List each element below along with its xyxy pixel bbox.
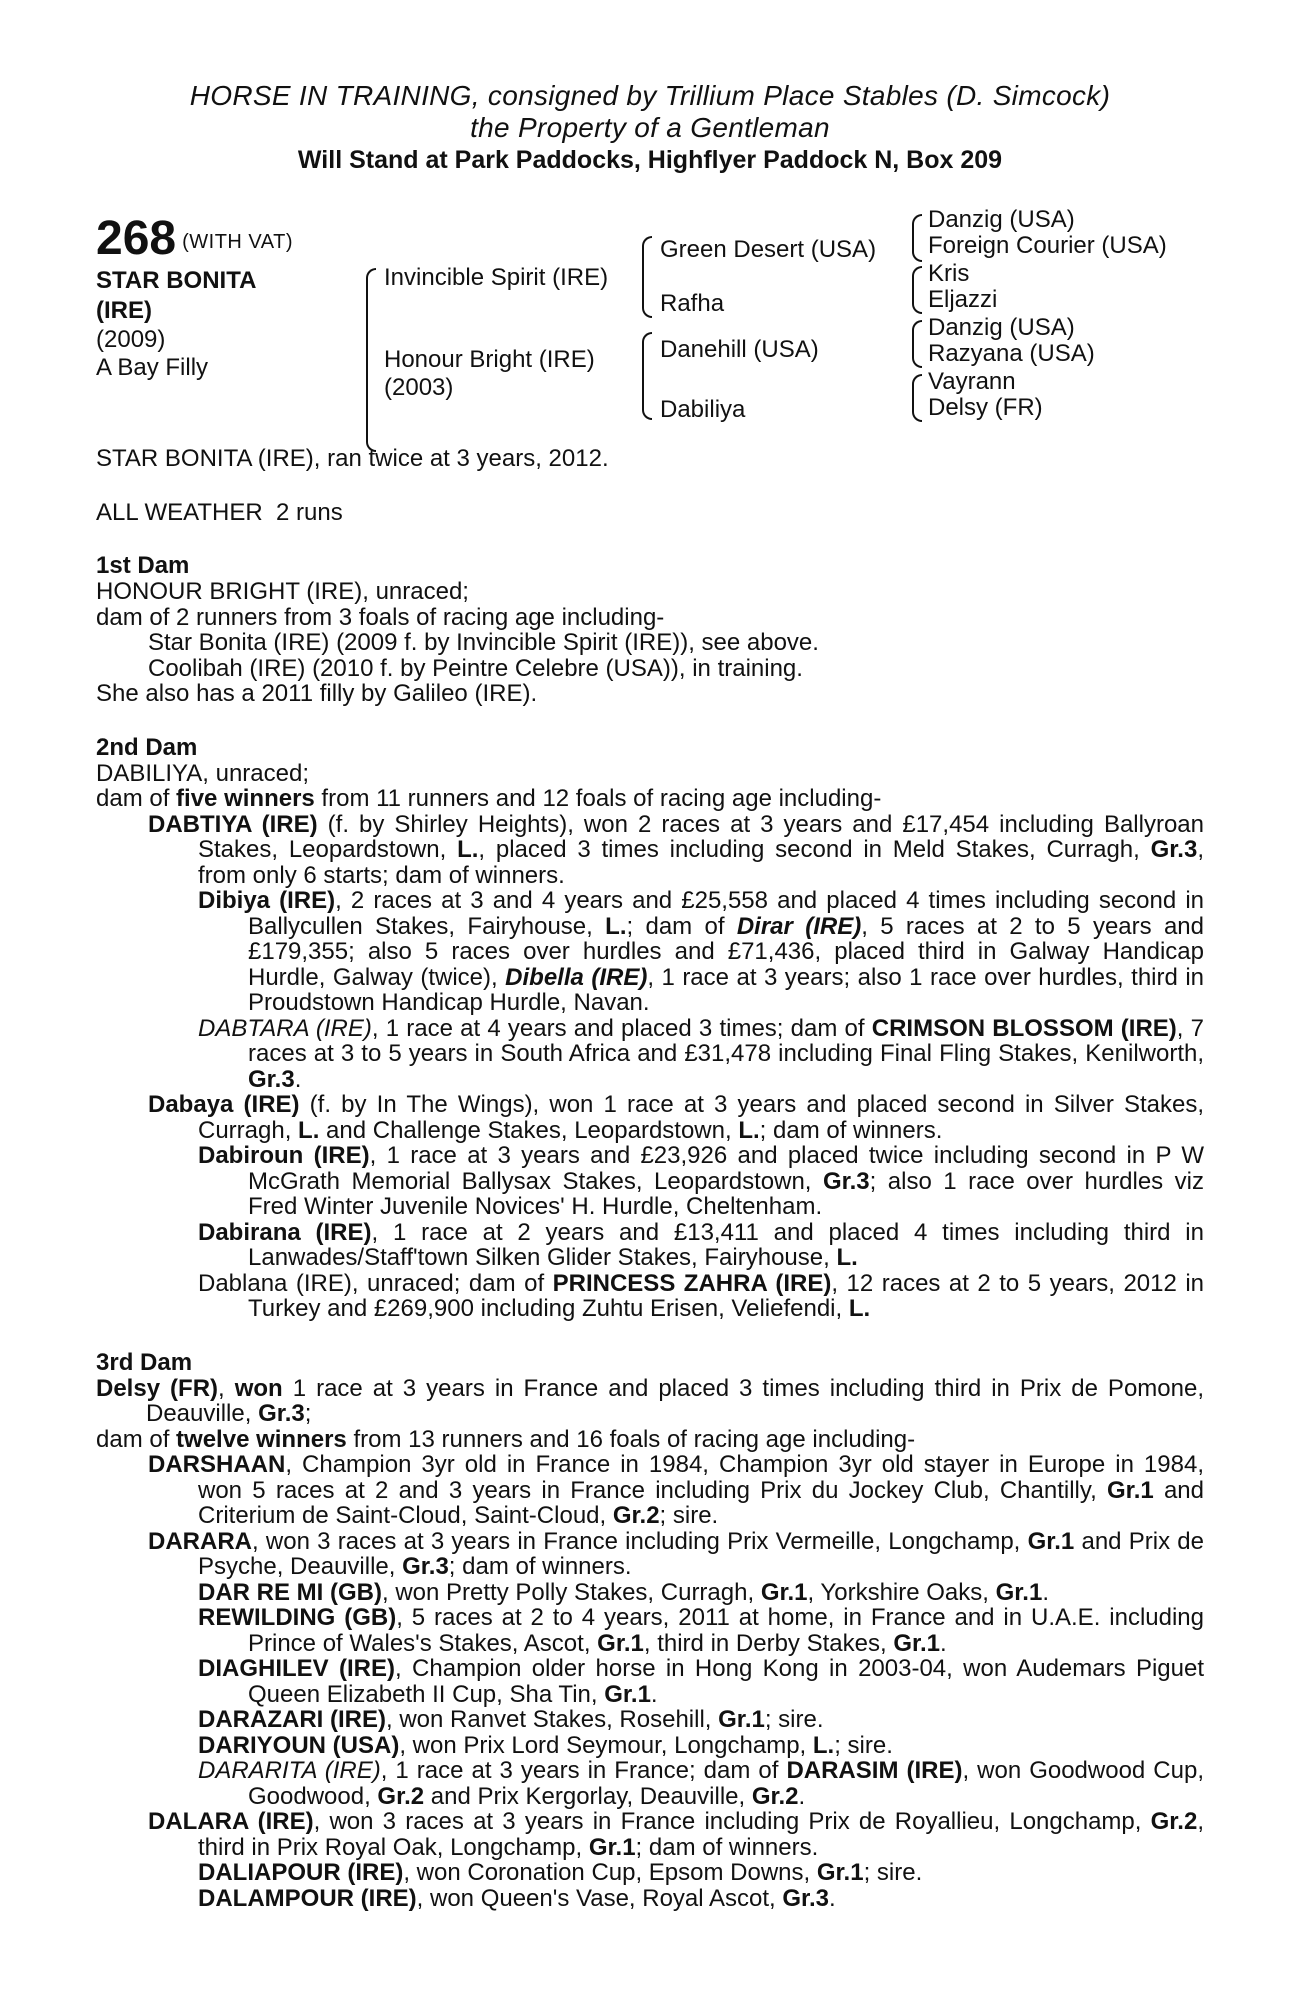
produce-entry: REWILDING (GB), 5 races at 2 to 4 years, 2011 at home, in France and in U.A.E. including Prince of Wales's Stakes, Ascot, Gr.1, third in Derby Stakes, Gr.1. — [198, 1604, 1204, 1657]
pedigree-ggp: Danzig (USA) — [928, 206, 1075, 233]
produce-entry: DARIYOUN (USA), won Prix Lord Seymour, Longchamp, L.; sire. — [198, 1731, 893, 1759]
pedigree-dam-sire: Danehill (USA) — [660, 336, 819, 363]
horse-description: A Bay Filly — [96, 354, 209, 381]
second-dam-line: DABILIYA, unraced; — [96, 759, 309, 787]
pedigree-dam-dam: Dabiliya — [660, 396, 746, 423]
produce-entry: Dabiroun (IRE), 1 race at 3 years and £23,926 and placed twice including second in P W McGrath Memorial Ballysax Stakes, Leopardstown, Gr.3; also 1 race over hurdles viz Fred Winter Juvenile Novices' H. Hurdle, Cheltenham. — [198, 1142, 1205, 1220]
second-dam-heading: 2nd Dam — [96, 733, 198, 761]
pedigree-ggp: Eljazzi — [928, 286, 998, 313]
third-dam-heading: 3rd Dam — [96, 1348, 193, 1376]
produce-entry: DALARA (IRE), won 3 races at 3 years in France including Prix de Royallieu, Longchamp, Gr.2, third in Prix Royal Oak, Longchamp, Gr.1; dam of winners. — [148, 1808, 1204, 1861]
produce-entry: DARARA, won 3 races at 3 years in France including Prix Vermeille, Longchamp, Gr.1 and Prix de Psyche, Deauville, Gr.3; dam of winners. — [148, 1527, 1204, 1580]
pedigree-dam-year: (2003) — [384, 374, 454, 401]
first-dam-heading: 1st Dam — [96, 552, 190, 579]
pedigree-brace — [912, 214, 922, 262]
lot-number-block — [96, 214, 293, 264]
first-dam-produce: Coolibah (IRE) (2010 f. by Peintre Celebre (USA)), in training. — [148, 654, 803, 682]
pedigree-brace — [642, 332, 652, 420]
property-heading: the Property of a Gentleman — [470, 112, 830, 143]
pedigree-ggp: Danzig (USA) — [928, 314, 1075, 341]
produce-entry: Dablana (IRE), unraced; dam of PRINCESS ZAHRA (IRE), 12 races at 2 to 5 years, 2012 in Turkey and £269,900 including Zuhtu Erisen, Veliefendi, L. — [198, 1269, 1204, 1322]
first-dam-produce: Star Bonita (IRE) (2009 f. by Invincible Spirit (IRE)), see above. — [148, 629, 819, 656]
pedigree-ggp: Foreign Courier (USA) — [928, 232, 1167, 259]
produce-entry: DARARITA (IRE), 1 race at 3 years in France; dam of DARASIM (IRE), won Goodwood Cup, Goodwood, Gr.2 and Prix Kergorlay, Deauville, Gr.2. — [198, 1757, 1204, 1810]
first-dam-line: She also has a 2011 filly by Galileo (IRE). — [96, 680, 538, 707]
second-dam-line: dam of five winners from 11 runners and 12 foals of racing age including- — [96, 785, 882, 812]
pedigree-brace — [366, 268, 376, 452]
produce-entry: DABTIYA (IRE) (f. by Shirley Heights), won 2 races at 3 years and £17,454 including Ballyroan Stakes, Leopardstown, L., placed 3 times including second in Meld Stakes, Curragh, Gr.3, from only 6 starts; dam of winners. — [148, 810, 1204, 889]
produce-entry: Dabirana (IRE), 1 race at 2 years and £13,411 and placed 4 times including third in Lanwades/Staff'town Silken Glider Stakes, Fairyhouse, L. — [198, 1218, 1204, 1271]
location-heading: Will Stand at Park Paddocks, Highflyer Paddock N, Box 209 — [297, 146, 1003, 174]
produce-entry: DABTARA (IRE), 1 race at 4 years and placed 3 times; dam of CRIMSON BLOSSOM (IRE), 7 races at 3 to 5 years in South Africa and £31,478 including Final Fling Stakes, Kenilworth, Gr.3. — [198, 1014, 1205, 1093]
produce-entry: DIAGHILEV (IRE), Champion older horse in Hong Kong in 2003-04, won Audemars Piguet Queen Elizabeth II Cup, Sha Tin, Gr.1. — [198, 1655, 1205, 1708]
produce-entry: DALIAPOUR (IRE), won Coronation Cup, Epsom Downs, Gr.1; sire. — [198, 1859, 923, 1886]
produce-entry: Dabaya (IRE) (f. by In The Wings), won 1 race at 3 years and placed second in Silver Stakes, Curragh, L. and Challenge Stakes, Leopardstown, L.; dam of winners. — [148, 1091, 1205, 1144]
first-dam-line: HONOUR BRIGHT (IRE), unraced; — [96, 578, 469, 605]
produce-entry: Dibiya (IRE), 2 races at 3 and 4 years and £25,558 and placed 4 times including second in Ballycullen Stakes, Fairyhouse, L.; dam of Dirar (IRE), 5 races at 2 to 5 years and £179,355; also 5 races over hurdles and £71,436, placed third in Galway Handicap Hurdle, Galway (twice), Dibella (IRE), 1 race at 3 years; also 1 race over hurdles, third in Proudstown Handicap Hurdle, Navan. — [198, 887, 1205, 1016]
pedigree-ggp: Delsy (FR) — [928, 394, 1043, 421]
pedigree-brace — [912, 374, 922, 422]
pedigree-brace — [912, 266, 922, 314]
catalogue-page — [96, 80, 1204, 1911]
pedigree-ggp: Kris — [928, 260, 970, 287]
pedigree-block — [96, 206, 1204, 446]
pedigree-brace — [912, 320, 922, 368]
horse-name: STAR BONITA (IRE) — [96, 267, 256, 324]
pedigree-dam: Honour Bright (IRE) — [384, 346, 595, 373]
pedigree-brace — [642, 236, 652, 318]
pedigree-ggp: Razyana (USA) — [928, 340, 1095, 367]
third-dam-line: Delsy (FR), won 1 race at 3 years in France and placed 3 times including third in Prix de Pomone, Deauville, Gr.3; — [96, 1374, 1204, 1427]
consignor-heading: HORSE IN TRAINING, consigned by Trillium Place Stables (D. Simcock) — [189, 80, 1111, 111]
pedigree-ggp: Vayrann — [928, 368, 1016, 395]
produce-entry: DAR RE MI (GB), won Pretty Polly Stakes, Curragh, Gr.1, Yorkshire Oaks, Gr.1. — [198, 1578, 1049, 1606]
horse-year: (2009) — [96, 326, 166, 353]
produce-entry: DARAZARI (IRE), won Ranvet Stakes, Rosehill, Gr.1; sire. — [198, 1706, 824, 1733]
third-dam-line: dam of twelve winners from 13 runners and 16 foals of racing age including- — [96, 1425, 916, 1453]
first-dam-line: dam of 2 runners from 3 foals of racing age including- — [96, 603, 665, 631]
pedigree-sire-dam: Rafha — [660, 290, 725, 317]
pedigree-sire-sire: Green Desert (USA) — [660, 236, 877, 263]
produce-entry: DALAMPOUR (IRE), won Queen's Vase, Royal Ascot, Gr.3. — [198, 1884, 836, 1912]
produce-entry: DARSHAAN, Champion 3yr old in France in 1984, Champion 3yr old stayer in Europe in 1984, won 5 races at 2 and 3 years in France including Prix du Jockey Club, Chantilly, Gr.1 and Criterium de Saint-Cloud, Saint-Cloud, Gr.2; sire. — [148, 1451, 1204, 1529]
all-weather-record: ALL WEATHER 2 runs — [96, 498, 343, 526]
race-record: STAR BONITA (IRE), ran twice at 3 years, 2012. — [96, 445, 609, 472]
vat-label: (WITH VAT) — [182, 231, 293, 253]
pedigree-sire: Invincible Spirit (IRE) — [384, 264, 609, 291]
lot-number: 268 — [96, 212, 177, 265]
body-text — [96, 446, 1204, 1911]
